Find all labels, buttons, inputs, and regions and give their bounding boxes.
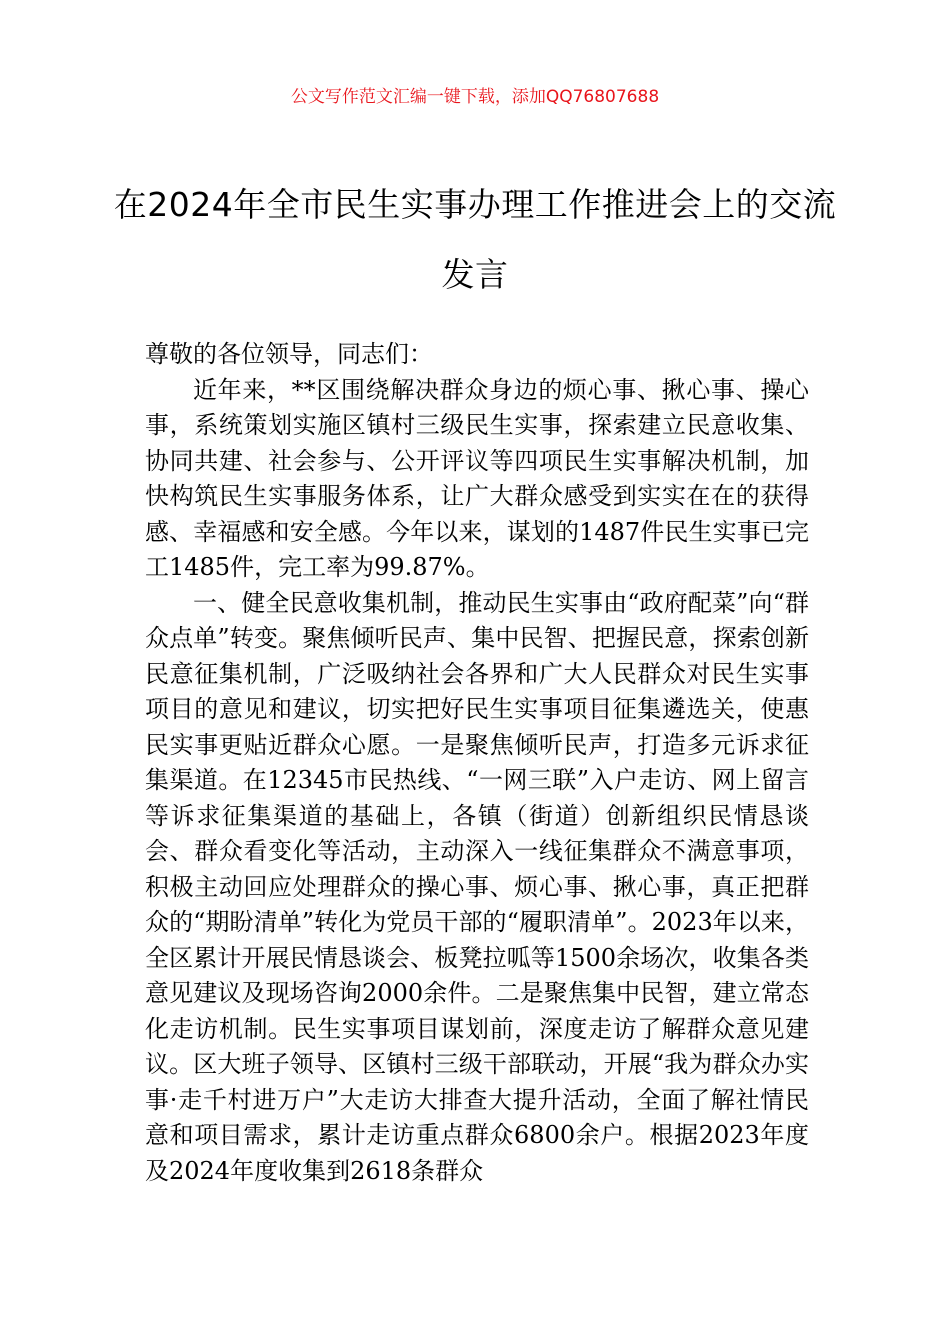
- download-notice: 公文写作范文汇编一键下载，添加QQ76807688: [290, 87, 660, 107]
- salutation: 尊敬的各位领导，同志们：: [145, 340, 433, 368]
- paragraph-intro: 近年来，**区围绕解决群众身边的烦心事、揪心事、操心事，系统策划实施区镇村三级民生实事，探索建立民意收集、协同共建、社会参与、公开评议等四项民生实事解决机制，加快构筑民生实事服务体系，让广大群众感受到实实在在的获得感、幸福感和安全感。今年以来，谋划的1487件民生实事已完工1485件，完工率为99.87%。: [145, 375, 809, 581]
- paragraph-section-one: 一、健全民意收集机制，推动民生实事由“政府配菜”向“群众点单”转变。聚焦倾听民声、集中民智、把握民意，探索创新民意征集机制，广泛吸纳社会各界和广大人民群众对民生实事项目的意见和建议，切实把好民生实事项目征集遴选关，使惠民实事更贴近群众心愿。一是聚焦倾听民声，打造多元诉求征集渠道。在12345市民热线、“一网三联”入户走访、网上留言等诉求征集渠道的基础上，各镇（街道）创新组织民情恳谈会、群众看变化等活动，主动深入一线征集群众不满意事项，积极主动回应处理群众的操心事、烦心事、揪心事，真正把群众的“期盼清单”转化为党员干部的“履职清单”。2023年以来，全区累计开展民情恳谈会、板凳拉呱等1500余场次，收集各类意见建议及现场咨询2000余件。二是聚焦集中民智，建立常态化走访机制。民生实事项目谋划前，深度走访了解群众意见建议。区大班子领导、区镇村三级干部联动，开展“我为群众办实事·走千村进万户”大走访大排查大提升活动，全面了解社情民意和项目需求，累计走访重点群众6800余户。根据2023年度及2024年度收集到2618条群众: [145, 588, 809, 1185]
- document-title: 在2024年全市民生实事办理工作推进会上的交流发言: [113, 185, 837, 294]
- document-body: [145, 337, 809, 1189]
